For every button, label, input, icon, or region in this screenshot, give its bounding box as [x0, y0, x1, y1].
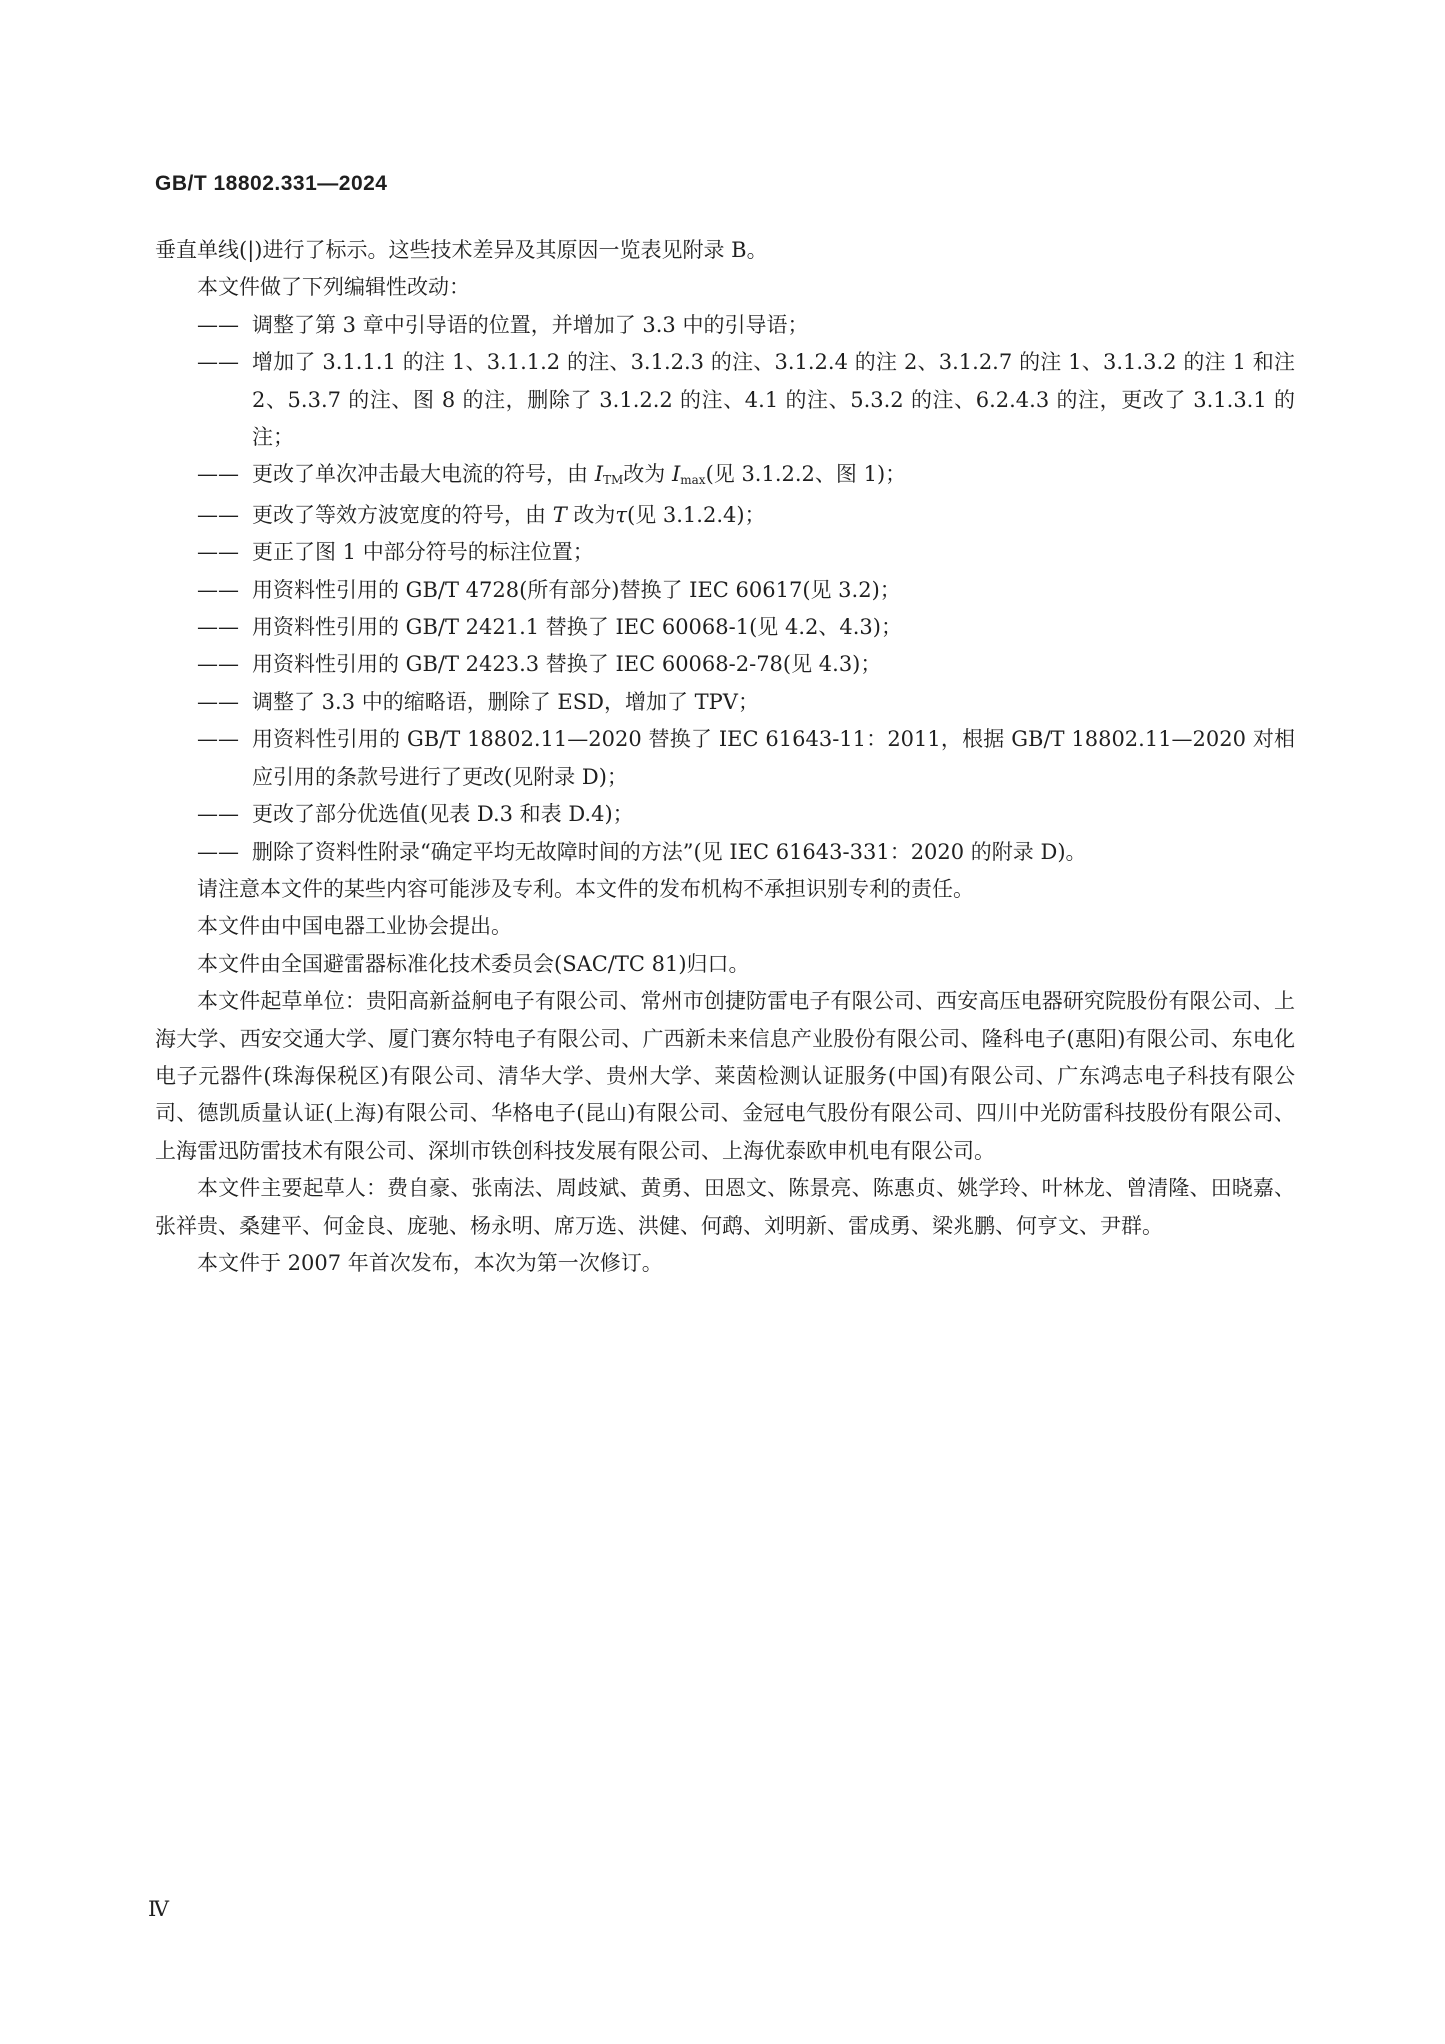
symbol: I: [671, 462, 681, 487]
list-item: [197, 796, 1295, 833]
dash-mark: ——: [197, 312, 239, 337]
committee-statement: 本文件由全国避雷器标准化技术委员会(SAC/TC 81)归口。: [197, 951, 750, 976]
list-item: [197, 646, 1295, 683]
dash-mark: ——: [197, 727, 239, 752]
list-item-text: 删除了资料性附录“确定平均无故障时间的方法”(见 IEC 61643-331：2020 的附录 D)。: [252, 839, 1087, 864]
list-item-text: (见 3.1.2.2、图 1)；: [705, 462, 907, 487]
document-number: GB/T 18802.331—2024: [155, 172, 388, 195]
dash-mark: ——: [197, 689, 239, 714]
list-item: [197, 344, 1295, 456]
list-item-text: 更改了部分优选值(见表 D.3 和表 D.4)；: [252, 802, 634, 827]
dash-mark: ——: [197, 802, 239, 827]
list-item-text: 改为: [566, 502, 616, 527]
proposer-statement: 本文件由中国电器工业协会提出。: [197, 914, 512, 939]
list-item-text: 改为: [623, 462, 672, 487]
dash-mark: ——: [197, 350, 239, 375]
list-item-text: 更改了等效方波宽度的符号，由: [252, 502, 553, 527]
list-item-text: 更改了单次冲击最大电流的符号，由: [252, 462, 595, 487]
list-item-text: 调整了 3.3 中的缩略语，删除了 ESD，增加了 TPV；: [252, 689, 759, 714]
dash-mark: ——: [197, 462, 239, 487]
paragraph: 本文件做了下列编辑性改动：: [197, 275, 470, 300]
dash-mark: ——: [197, 502, 239, 527]
list-item-text: 用资料性引用的 GB/T 4728(所有部分)替换了 IEC 60617(见 3.2)；: [252, 577, 901, 602]
list-item-text: 更正了图 1 中部分符号的标注位置；: [252, 540, 594, 565]
paragraph: 垂直单线(|)进行了标示。这些技术差异及其原因一览表见附录 B。: [155, 238, 768, 262]
symbol: τ: [615, 502, 628, 527]
symbol-subscript: TM: [602, 473, 624, 488]
list-item: [197, 834, 1295, 871]
symbol: I: [594, 462, 603, 487]
page-number: Ⅳ: [148, 1897, 170, 1921]
list-item: [197, 534, 1295, 571]
list-item: [197, 609, 1295, 646]
dash-mark: ——: [197, 577, 239, 602]
symbol-subscript: max: [680, 473, 706, 488]
list-item: [197, 307, 1295, 344]
list-item-text: (见 3.1.2.4)；: [627, 502, 766, 527]
dash-mark: ——: [197, 652, 239, 677]
foreword-body: [155, 232, 1295, 1282]
list-item-text: 用资料性引用的 GB/T 18802.11—2020 替换了 IEC 61643-11：2011，根据 GB/T 18802.11—2020 对相应引用的条款号进行了更改(见附录 D)；: [252, 727, 1295, 789]
dash-mark: ——: [197, 839, 239, 864]
list-item: [197, 572, 1295, 609]
list-item-text: 调整了第 3 章中引导语的位置，并增加了 3.3 中的引导语；: [252, 312, 809, 337]
drafters: 本文件主要起草人：费自豪、张南法、周歧斌、黄勇、田恩文、陈景亮、陈惠贞、姚学玲、叶林龙、曾清隆、田晓嘉、张祥贵、桑建平、何金良、庞驰、杨永明、席万选、洪健、何鹉、刘明新、雷成勇、梁兆鹏、何亨文、尹群。: [155, 1176, 1295, 1238]
publication-history: 本文件于 2007 年首次发布，本次为第一次修订。: [197, 1250, 663, 1275]
dash-mark: ——: [197, 615, 239, 640]
list-item: [197, 497, 1295, 534]
symbol: T: [552, 502, 567, 527]
list-item-text: 增加了 3.1.1.1 的注 1、3.1.1.2 的注、3.1.2.3 的注、3.1.2.4 的注 2、3.1.2.7 的注 1、3.1.3.2 的注 1 和注 2、5.3.7 的注、图 8 的注，删除了 3.1.2.2 的注、4.1 的注、5.3.2 的注、6.2.4.3 的注，更改了 3.1.3.1 的注；: [252, 350, 1295, 450]
list-item: [197, 684, 1295, 721]
list-item: [197, 721, 1295, 796]
editorial-changes-list: [155, 307, 1295, 871]
patent-notice: 请注意本文件的某些内容可能涉及专利。本文件的发布机构不承担识别专利的责任。: [197, 876, 974, 901]
dash-mark: ——: [197, 540, 239, 565]
list-item: [197, 456, 1295, 496]
drafting-organizations: 本文件起草单位：贵阳高新益舸电子有限公司、常州市创捷防雷电子有限公司、西安高压电器研究院股份有限公司、上海大学、西安交通大学、厦门赛尔特电子有限公司、广西新未来信息产业股份有限公司、隆科电子(惠阳)有限公司、东电化电子元器件(珠海保税区)有限公司、清华大学、贵州大学、莱茵检测认证服务(中国)有限公司、广东鸿志电子科技有限公司、德凯质量认证(上海)有限公司、华格电子(昆山)有限公司、金冠电气股份有限公司、四川中光防雷科技股份有限公司、上海雷迅防雷技术有限公司、深圳市铁创科技发展有限公司、上海优泰欧申机电有限公司。: [155, 989, 1295, 1163]
list-item-text: 用资料性引用的 GB/T 2423.3 替换了 IEC 60068-2-78(见 4.3)；: [252, 652, 882, 677]
list-item-text: 用资料性引用的 GB/T 2421.1 替换了 IEC 60068-1(见 4.2、4.3)；: [252, 615, 902, 640]
